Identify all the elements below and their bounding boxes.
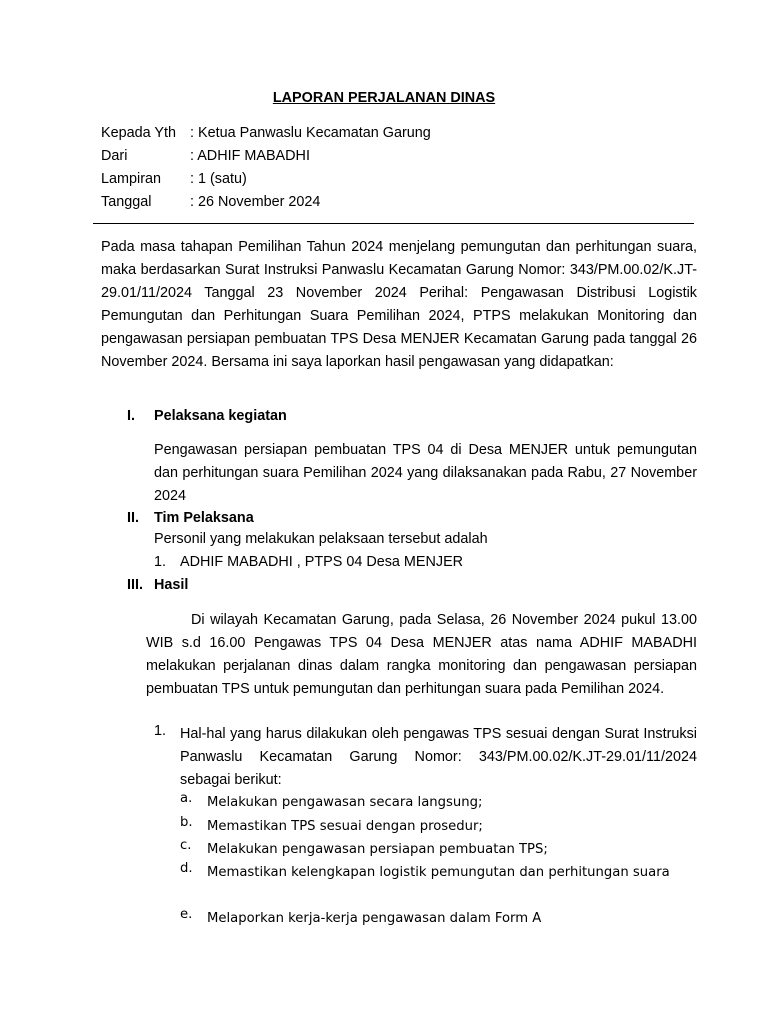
sublist-letter: e.	[180, 907, 193, 922]
sublist-item: Memastikan TPS sesuai dengan prosedur;	[207, 819, 483, 834]
header-value: : 1 (satu)	[190, 171, 247, 187]
list-item: ADHIF MABADHI , PTPS 04 Desa MENJER	[180, 554, 464, 570]
section-body: Pengawasan persiapan pembuatan TPS 04 di Desa MENJER untuk pemungutan dan perhitungan suara Pemilihan 2024 yang dilaksanakan pada Rabu, 27 November 2024	[154, 442, 697, 504]
header-divider	[93, 223, 694, 224]
list-item: Hal-hal yang harus dilakukan oleh pengawas TPS sesuai dengan Surat Instruksi Panwaslu Kecamatan Garung Nomor: 343/PM.00.02/K.JT-29.01/11/2024 sebagai berikut:	[180, 726, 697, 788]
section-heading: Hasil	[154, 577, 189, 593]
sublist-letter: d.	[180, 861, 193, 876]
sublist-item: Melaporkan kerja-kerja pengawasan dalam Form A	[207, 911, 542, 926]
sublist-item: Melakukan pengawasan persiapan pembuatan TPS;	[207, 842, 548, 857]
section-heading: Pelaksana kegiatan	[154, 408, 287, 424]
section-number: II.	[127, 510, 139, 526]
header-value: : ADHIF MABADHI	[190, 148, 310, 164]
sublist-letter: b.	[180, 815, 193, 830]
header-label: Kepada Yth	[101, 125, 176, 141]
section-heading: Tim Pelaksana	[154, 510, 254, 526]
section-number: III.	[127, 577, 143, 593]
list-number: 1.	[154, 723, 167, 739]
header-value: : 26 November 2024	[190, 194, 321, 210]
sublist-item: Melakukan pengawasan secara langsung;	[207, 795, 483, 810]
header-label: Lampiran	[101, 171, 161, 187]
intro-paragraph: Pada masa tahapan Pemilihan Tahun 2024 menjelang pemungutan dan perhitungan suara, maka berdasarkan Surat Instruksi Panwaslu Kecamatan Garung Nomor: 343/PM.00.02/K.JT-29.01/11/2024 Tanggal 23 November 2024 Perihal: Pengawasan Distribusi Logistik Pemungutan dan Perhitungan Suara Pemilihan 2024, PTPS melakukan Monitoring dan pengawasan persiapan pembuatan TPS Desa MENJER Kecamatan Garung pada tanggal 26 November 2024. Bersama ini saya laporkan hasil pengawasan yang didapatkan:	[101, 239, 697, 370]
header-label: Tanggal	[101, 194, 152, 210]
sublist-item: Memastikan kelengkapan logistik pemungutan dan perhitungan suara	[207, 865, 670, 880]
document-title: LAPORAN PERJALANAN DINAS	[272, 90, 496, 106]
list-number: 1.	[154, 554, 167, 570]
section-number: I.	[127, 408, 135, 424]
sublist-letter: a.	[180, 791, 193, 806]
section-body: Di wilayah Kecamatan Garung, pada Selasa, 26 November 2024 pukul 13.00 WIB s.d 16.00 Pengawas TPS 04 Desa MENJER atas nama ADHIF MABADHI melakukan perjalanan dinas dalam rangka monitoring dan pengawasan persiapan pembuatan TPS untuk pemungutan dan perhitungan suara pada Pemilihan 2024.	[146, 612, 697, 697]
header-label: Dari	[101, 148, 128, 164]
sublist-letter: c.	[180, 838, 192, 853]
header-value: : Ketua Panwaslu Kecamatan Garung	[190, 125, 431, 141]
section-body: Personil yang melakukan pelaksaan tersebut adalah	[154, 531, 488, 547]
